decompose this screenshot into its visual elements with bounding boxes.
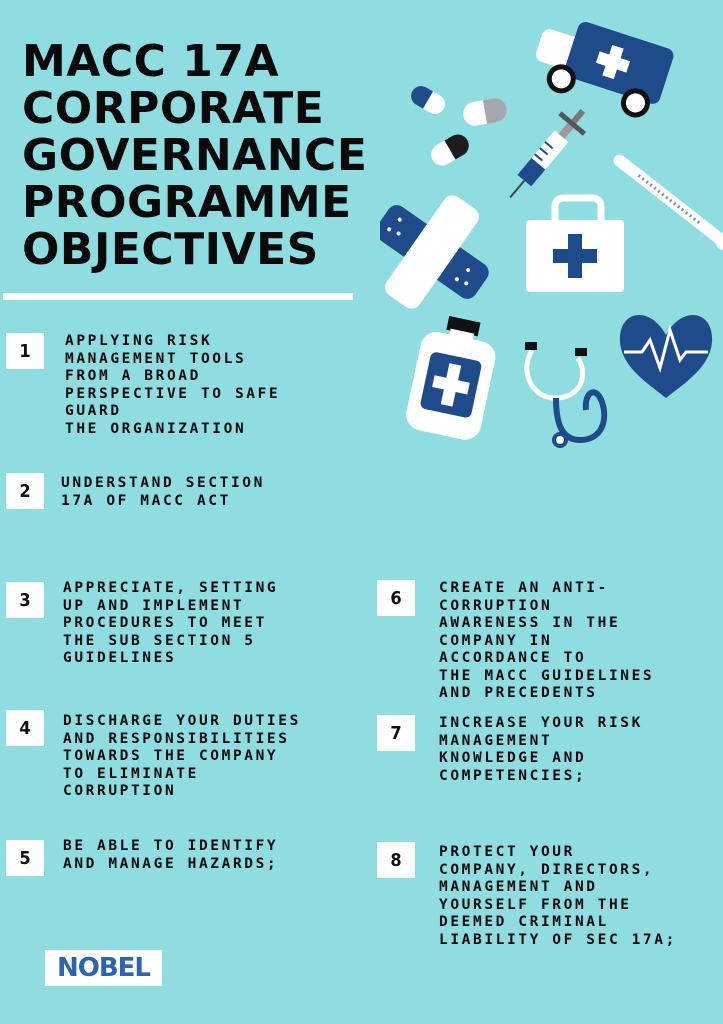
pills-icon bbox=[407, 82, 508, 169]
stethoscope-icon bbox=[525, 342, 604, 446]
medicine-bottle-icon bbox=[403, 311, 502, 442]
objective-text-3: APPRECIATE, SETTING UP AND IMPLEMENT PROCEDURES TO MEET THE SUB SECTION 5 GUIDELINES bbox=[63, 580, 279, 666]
objective-text-5: BE ABLE TO IDENTIFY AND MANAGE HAZARDS; bbox=[63, 838, 279, 872]
objective-text-6: CREATE AN ANTI- CORRUPTION AWARENESS IN THE COMPANY IN ACCORDANCE TO THE MACC GUIDELINES AND PRECEDENTS bbox=[439, 580, 655, 701]
objective-number-8: 8 bbox=[377, 842, 415, 878]
title-line-5: OBJECTIVES bbox=[22, 224, 319, 275]
title-line-1: MACC 17A bbox=[22, 36, 280, 87]
medical-illustrations bbox=[380, 0, 723, 480]
objective-number-2: 2 bbox=[6, 473, 44, 509]
objective-number-4: 4 bbox=[6, 710, 44, 746]
objective-number-3: 3 bbox=[6, 582, 44, 618]
first-aid-kit-icon bbox=[526, 198, 624, 292]
thermometer-icon bbox=[610, 151, 723, 253]
title-line-3: GOVERNANCE bbox=[22, 130, 368, 181]
objective-number-1: 1 bbox=[6, 333, 44, 369]
objective-text-4: DISCHARGE YOUR DUTIES AND RESPONSIBILITIES TOWARDS THE COMPANY TO ELIMINATE CORRUPTION bbox=[63, 713, 301, 799]
objective-text-8: PROTECT YOUR COMPANY, DIRECTORS, MANAGEMENT AND YOURSELF FROM THE DEEMED CRIMINAL LIABILITY OF SEC 17A; bbox=[439, 844, 677, 948]
objective-text-1: APPLYING RISK MANAGEMENT TOOLS FROM A BROAD PERSPECTIVE TO SAFE GUARD THE ORGANIZATION bbox=[65, 333, 281, 437]
heart-rate-icon bbox=[620, 315, 712, 398]
title-line-2: CORPORATE bbox=[22, 83, 325, 134]
objective-number-7: 7 bbox=[377, 715, 415, 751]
objective-text-2: UNDERSTAND SECTION 17A OF MACC ACT bbox=[61, 475, 265, 509]
objective-text-7: INCREASE YOUR RISK MANAGEMENT KNOWLEDGE AND COMPETENCIES; bbox=[439, 715, 643, 784]
nobel-logo: NOBEL bbox=[45, 950, 162, 986]
ambulance-icon bbox=[527, 10, 675, 121]
bandage-icon bbox=[380, 191, 493, 312]
objective-number-6: 6 bbox=[377, 580, 415, 616]
objective-number-5: 5 bbox=[6, 840, 44, 876]
title-line-4: PROGRAMME bbox=[22, 177, 352, 228]
page-title bbox=[22, 38, 402, 273]
syringe-icon bbox=[498, 101, 595, 208]
title-divider bbox=[3, 293, 353, 300]
